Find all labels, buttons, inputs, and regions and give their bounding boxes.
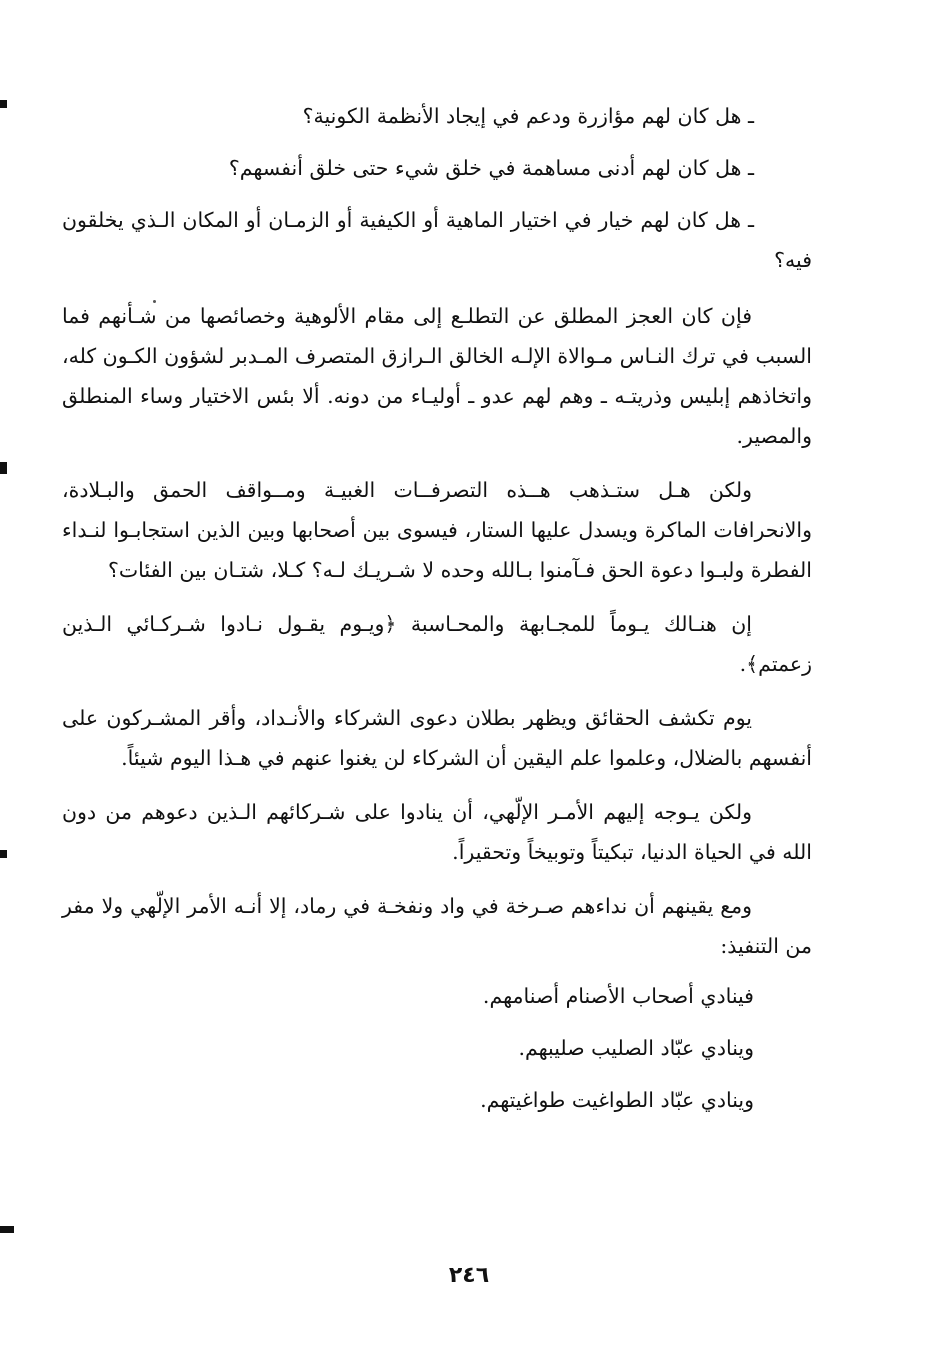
question-line: ـ هل كان لهم خيار في اختيار الماهية أو الكيفية أو الزمـان أو المكان الـذي يخلقون فيه؟ (62, 208, 812, 272)
body-paragraph: يوم تكشف الحقائق ويظهر بطلان دعوى الشركاء والأنـداد، وأقر المشـركون على أنفسهم بالضلال، وعلموا علم اليقين أن الشركاء لن يغنوا عنهم في هـذا اليوم شيئاً. (62, 706, 812, 770)
list-line: وينادي عبّاد الصليب صليبهم. (518, 1036, 754, 1060)
body-paragraph: ولكن يـوجه إليهم الأمـر الإلّهي، أن ينادوا على شـركائهم الـذين دعوهم من دون الله في الحياة الدنيا، تبكيتاً وتوبيخاً وتحقيراً. (62, 800, 812, 864)
scan-edge-mark (0, 100, 7, 108)
scan-edge-mark (0, 850, 7, 858)
question-line: ـ هل كان لهم مؤازرة ودعم في إيجاد الأنظمة الكونية؟ (302, 104, 754, 128)
list-line: وينادي عبّاد الطواغيت طواغيتهم. (480, 1088, 754, 1112)
body-paragraph: فإن كان العجز المطلق عن التطلـع إلى مقام الألوهية وخصائصها من شـأنهم فما السبب في ترك النـاس مـوالاة الإلـه الخالق الـرازق المتصرف المـدبر لشؤون الكـون كله، واتخاذهم إبليس وذريتـه ـ وهم لهم عدو ـ أوليـاء من دونه. ألا بئس الاختيار وساء المنطلق والمصير. (62, 304, 812, 448)
body-paragraph: ومع يقينهم أن نداءهم صـرخة في واد ونفخـة في رماد، إلا أنـه الأمر الإلّهي ولا مفر من التنفيذ: (62, 894, 812, 958)
page-number: ٢٤٦ (448, 1263, 490, 1288)
body-paragraph: ولكن هـل ستـذهب هــذه التصرفــات الغبيـة ومــواقف الحمق والبـلادة، والانحرافات الماكرة ويسدل عليها الستار، فيسوى بين أصحابها وبين الذين استجابـوا لنـداء الفطرة ولبـوا دعوة الحق فـآمنوا بـالله وحده لا شـريـك لـه؟ كـلا، شتـان بين الفئات؟ (62, 478, 812, 582)
question-line: ـ هل كان لهم أدنى مساهمة في خلق شيء حتى خلق أنفسهم؟ (228, 156, 754, 180)
list-line: فينادي أصحاب الأصنام أصنامهم. (482, 984, 754, 1008)
scan-edge-mark (0, 462, 7, 474)
body-paragraph: إن هنـالك يـوماً للمجـابهة والمحـاسبة ﴿ويـوم يقـول نـادوا شـركـائي الـذين زعمتم﴾. (62, 612, 812, 676)
page-body (62, 96, 812, 1126)
scan-edge-mark (0, 1226, 14, 1233)
